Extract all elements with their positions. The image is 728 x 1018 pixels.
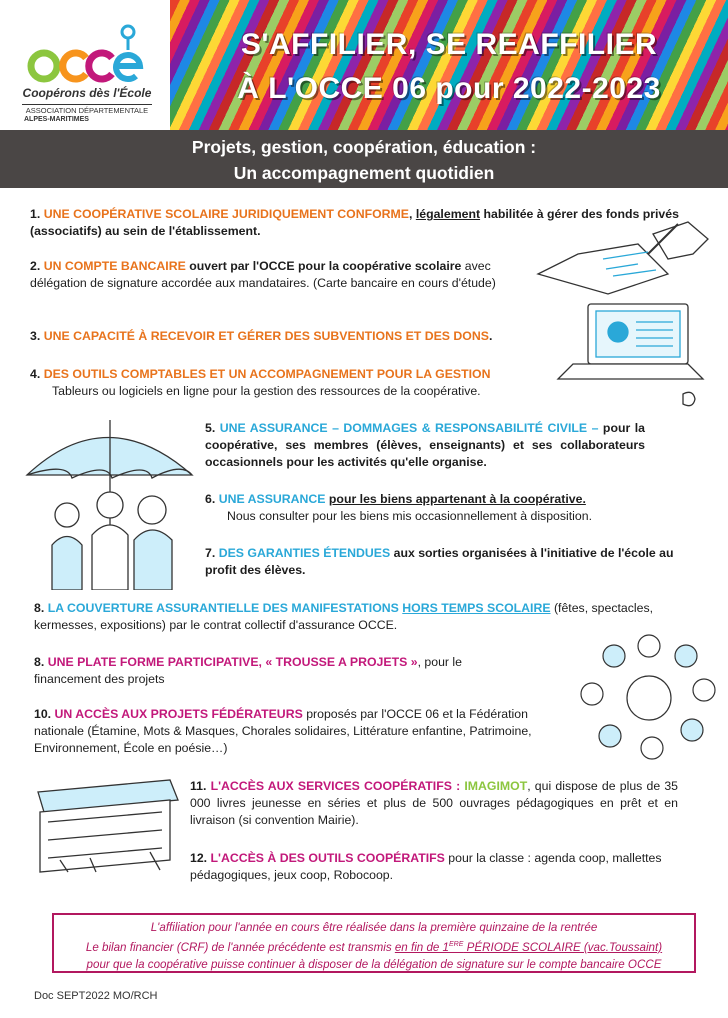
item-8-platform <box>34 654 494 688</box>
subtitle-bar <box>0 130 728 188</box>
note-line-2 <box>54 936 694 956</box>
item-number: 10. <box>34 707 52 721</box>
item-text: proposés par l'OCCE 06 et la Fédération nationale (Étamine, Mots & Masques, Chorales solidaires, Littérature enfantine, Patrimoine, Environnement, École en poésie…) <box>34 707 532 755</box>
item-underlined: pour les biens appartenant à la coopérative. <box>328 492 586 506</box>
item-text: Tableurs ou logiciels en ligne pour la gestion des ressources de la coopérative. <box>52 384 481 398</box>
item-highlight: DES GARANTIES ÉTENDUES <box>218 546 391 560</box>
item-text: habilitée à gérer des fonds privés (associatifs) au sein de l'établissement. <box>30 207 679 238</box>
item-highlight: UN COMPTE BANCAIRE <box>43 259 186 273</box>
note-line-2-text: Le bilan financier (CRF) de l'année précédente est transmis <box>85 940 395 954</box>
item-number: 4. <box>30 367 41 381</box>
note-line-3: pour que la coopérative puisse continuer à disposer de la délégation de signature sur le compte bancaire OCCE <box>86 957 662 971</box>
item-text: Nous consulter pour les biens mis occasionnellement à disposition. <box>227 509 592 523</box>
item-text: (fêtes, spectacles, kermesses, expositions) par le contrat collectif d'assurance OCCE. <box>34 601 654 632</box>
title-line-2: À L'OCCE 06 pour 2022-2023 <box>237 72 661 105</box>
item-separator: , <box>408 207 416 221</box>
item-highlight: DES OUTILS COMPTABLES ET UN ACCOMPAGNEMENT POUR LA GESTION <box>43 367 491 381</box>
item-text: pour la coopérative, ses membres (élèves, enseignants) et ses collaborateurs occasionnels pour les activités qu'elle organise. <box>205 421 645 469</box>
note-line-1: L'affiliation pour l'année en cours être réalisée dans la première quinzaine de la rentrée <box>150 921 598 934</box>
item-text: avec délégation de signature accordée aux mandataires. (Carte bancaire en cours d'étude) <box>30 259 496 290</box>
item-7 <box>205 545 700 579</box>
item-highlight: UN ACCÈS AUX PROJETS FÉDÉRATEURS <box>54 707 303 721</box>
item-underlined: légalement <box>415 207 481 221</box>
note-deadline-b: PÉRIODE SCOLAIRE (vac.Toussaint) <box>463 940 663 954</box>
item-number: 2. <box>30 259 41 273</box>
item-text: , qui dispose de plus de 35 000 livres jeunesse en séries et plus de 500 ouvrages pédagogiques en prêt et en livraison (si convention Mairie). <box>190 779 678 827</box>
item-12 <box>190 850 690 884</box>
item-number: 11. <box>190 779 207 793</box>
item-highlight-imagimot: IMAGIMOT <box>460 779 528 793</box>
item-text: aux sorties organisées à l'initiative de l'école au profit des élèves. <box>205 546 674 577</box>
item-highlight: UNE CAPACITÉ À RECEVOIR ET GÉRER DES SUBVENTIONS ET DES DONS <box>43 329 489 343</box>
note-deadline-a: en fin de 1 <box>394 940 450 954</box>
logo-assoc: ASSOCIATION DÉPARTEMENTALE <box>25 106 149 115</box>
item-text: , pour le financement des projets <box>34 655 462 686</box>
item-highlight: L'ACCÈS AUX SERVICES COOPÉRATIFS : <box>210 779 461 793</box>
umbrella-children-icon <box>22 410 197 590</box>
item-number: 8. <box>34 655 45 669</box>
laptop-check-illustration <box>518 214 718 414</box>
children-circle-illustration <box>574 628 724 768</box>
umbrella-children-illustration <box>22 410 197 590</box>
hand-signing-check-icon <box>518 214 718 414</box>
item-bold-text: ouvert par l'OCCE pour la coopérative scolaire <box>185 259 462 273</box>
item-number: 5. <box>205 421 216 435</box>
note-line-2-deadline <box>395 941 662 954</box>
item-11 <box>190 778 678 829</box>
item-highlight: UNE ASSURANCE – DOMMAGES & RESPONSABILITÉ CIVILE – <box>219 421 599 435</box>
header-banner <box>170 0 728 130</box>
item-highlight: LA COUVERTURE ASSURANTIELLE DES MANIFESTATIONS <box>47 601 399 615</box>
item-3 <box>30 328 550 345</box>
item-number: 7. <box>205 546 216 560</box>
logo-dept: ALPES-MARITIMES <box>24 116 89 123</box>
item-2 <box>30 258 500 292</box>
item-number: 1. <box>30 207 41 221</box>
item-5 <box>205 420 645 471</box>
item-number: 6. <box>205 492 216 506</box>
doc-reference: Doc SEPT2022 MO/RCH <box>34 990 158 1002</box>
subtitle-line-2: Un accompagnement quotidien <box>233 163 495 183</box>
item-6 <box>205 491 675 525</box>
item-highlight: UNE ASSURANCE <box>218 492 326 506</box>
open-chest-icon <box>30 770 182 885</box>
item-10 <box>34 706 564 757</box>
logo-tagline: Coopérons dès l'École <box>22 86 152 100</box>
title-line-1: S'AFFILIER, SE REAFFILIER <box>240 28 658 61</box>
subtitle-line-1: Projets, gestion, coopération, éducation : <box>191 137 537 157</box>
item-highlight-underlined: HORS TEMPS SCOLAIRE <box>402 601 551 615</box>
item-number: 8. <box>34 601 45 615</box>
occe-logo <box>0 0 170 130</box>
item-text: pour la classe : agenda coop, mallettes pédagogiques, jeux coop, Robocoop. <box>190 851 662 882</box>
item-highlight: UNE COOPÉRATIVE SCOLAIRE JURIDIQUEMENT CONFORME <box>43 207 409 221</box>
chest-illustration <box>30 770 182 885</box>
affiliation-note <box>52 913 696 973</box>
children-circle-icon <box>574 628 724 768</box>
item-highlight: UNE PLATE FORME PARTICIPATIVE, « TROUSSE A PROJETS » <box>47 655 418 669</box>
item-number: 12. <box>190 851 208 865</box>
note-deadline-sup: ERE <box>449 941 464 948</box>
item-highlight: L'ACCÈS À DES OUTILS COOPÉRATIFS <box>210 851 445 865</box>
item-number: 3. <box>30 329 41 343</box>
item-dot: . <box>488 329 493 343</box>
item-4 <box>30 366 550 400</box>
